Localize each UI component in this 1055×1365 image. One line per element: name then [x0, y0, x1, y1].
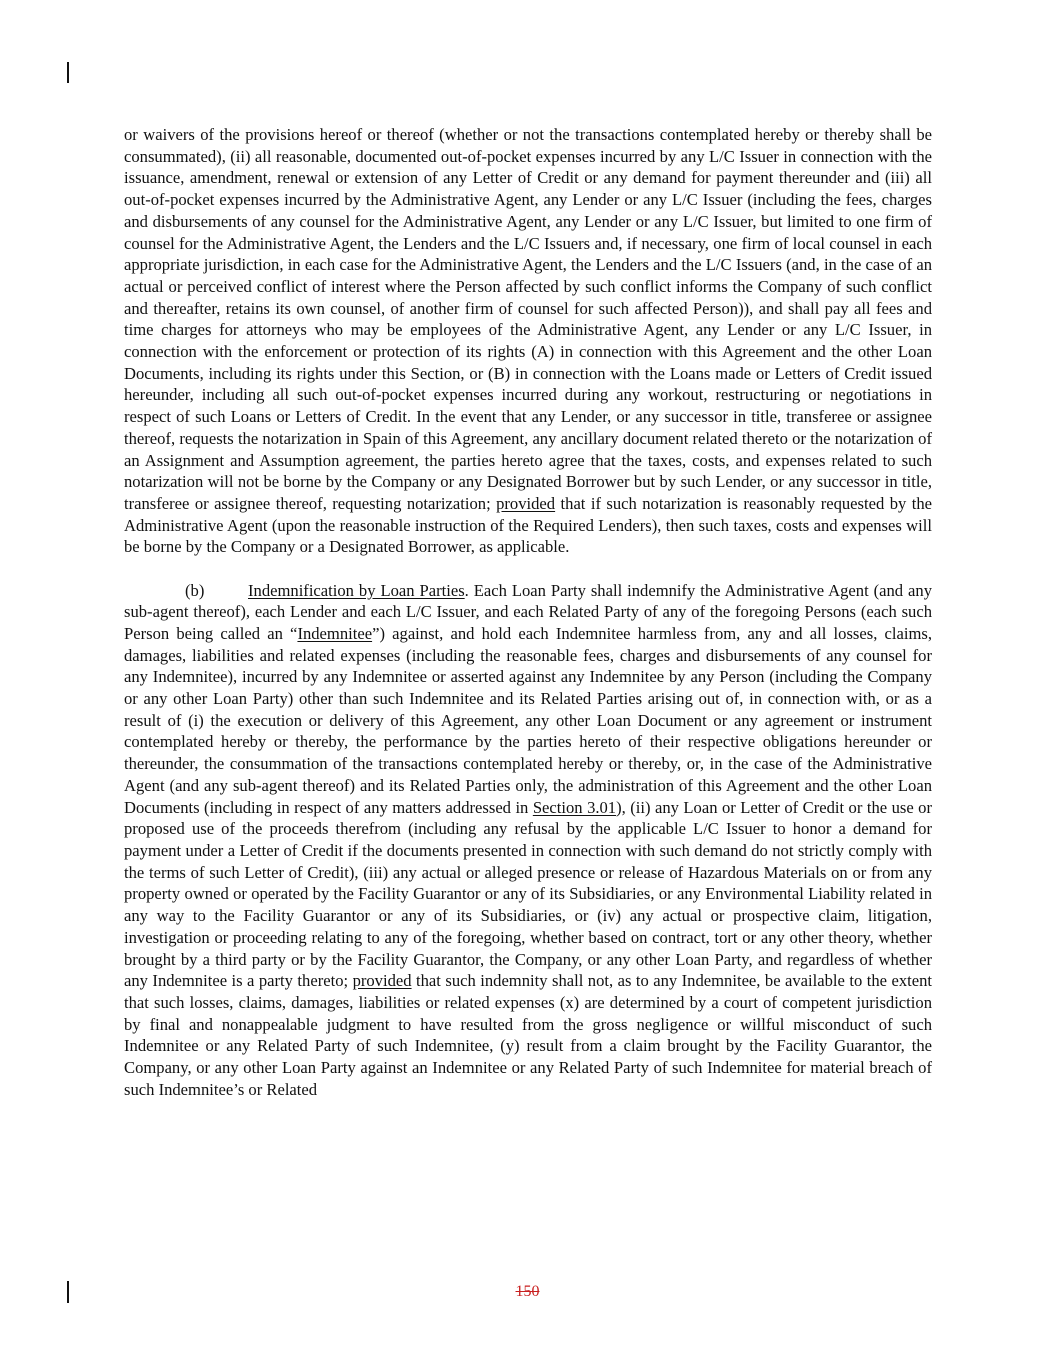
para2-text-b: ”) against, and hold each Indemnitee harmless from, any and all losses, claims, damages, liabilities and related expenses (including the reasonable fees, charges and disbursements of any counsel for any Indemnitee), incurred by any Indemnitee or asserted against any Indemnitee by any Person (including the Company or any other Loan Party) other than such Indemnitee and its Related Parties arising out of, in connection with, or as a result of (i) the execution or delivery of this Agreement, any other Loan Document or any agreement or instrument contemplated hereby or thereby, the performance by the parties hereto of their respective obligations hereunder or thereunder, the consummation of the transactions contemplated hereby or thereby, or, in the case of the Administrative Agent (and any sub-agent thereof) and its Related Parties only, the administration of this Agreement and the other Loan Documents (including in respect of any matters addressed in	[124, 623, 932, 817]
paragraph-indemnification	[124, 580, 932, 1101]
para2-text-a: . Each Loan Party shall indemnify the Administrative Agent (and any sub-agent thereof), each Lender and each L/C Issuer, and each Related Party of any of the foregoing Persons (each such Person being called an “	[124, 580, 932, 643]
para2-text-d: that such indemnity shall not, as to any Indemnitee, be available to the extent that such losses, claims, damages, liabilities or related expenses (x) are determined by a court of competent jurisdiction by final and nonappealable judgment to have resulted from the gross negligence or willful misconduct of such Indemnitee or any Related Party of such Indemnitee, (y) result from a claim brought by the Facility Guarantor, the Company, or any other Loan Party against an Indemnitee or any Related Party of such Indemnitee for material breach of such Indemnitee’s or Related	[124, 971, 933, 1099]
defined-term-indemnitee: Indemnitee	[297, 623, 373, 643]
paragraph-expenses-continued	[124, 124, 932, 558]
document-body	[124, 124, 932, 1100]
para2-text-c: ), (ii) any Loan or Letter of Credit or the use or proposed use of the proceeds therefrom (including any refusal by the applicable L/C Issuer to honor a demand for payment under a Letter of Credit if the documents presented in connection with such demand do not strictly comply with the terms of such Letter of Credit), (iii) any actual or alleged presence or release of Hazardous Materials on or from any property owned or operated by the Facility Guarantor or any of its Subsidiaries, or any Environmental Liability related in any way to the Facility Guarantor or any of its Subsidiaries, or (iv) any actual or prospective claim, litigation, investigation or proceeding relating to any of the foregoing, whether based on contract, tort or any other theory, whether brought by a third party or by the Facility Guarantor, the Company, or any other Loan Party, and regardless of whether any Indemnitee is a party thereto;	[124, 797, 932, 991]
para1-text: or waivers of the provisions hereof or thereof (whether or not the transactions contemplated hereby or thereby shall be consummated), (ii) all reasonable, documented out-of-pocket expenses incurred by any L/C Issuer in connection with the issuance, amendment, renewal or extension of any Letter of Credit or any demand for payment thereunder and (iii) all out-of-pocket expenses incurred by the Administrative Agent, any Lender or any L/C Issuer (including the fees, charges and disbursements of any counsel for the Administrative Agent, any Lender or any L/C Issuer, but limited to one firm of counsel for the Administrative Agent, the Lenders and the L/C Issuers and, if necessary, one firm of local counsel in each appropriate jurisdiction, in each case for the Administrative Agent, the Lenders and the L/C Issuers (and, in the case of an actual or perceived conflict of interest where the Person affected by such conflict informs the Company of such conflict and thereafter, retains its own counsel, of another firm of counsel for such affected Person)), and shall pay all fees and time charges for attorneys who may be employees of the Administrative Agent, any Lender or any L/C Issuer, in connection with the enforcement or protection of its rights (A) in connection with this Agreement and the other Loan Documents, including its rights under this Section, or (B) in connection with the Loans made or Letters of Credit issued hereunder, including all such out-of-pocket expenses incurred during any workout, restructuring or negotiations in respect of such Loans or Letters of Credit. In the event that any Lender, or any successor in title, transferee or assignee thereof, requests the notarization in Spain of this Agreement, any ancillary document related thereto or the notarization of an Assignment and Assumption agreement, the parties hereto agree that the taxes, costs, and expenses related to such notarization will not be borne by the Company or any Designated Borrower but by such Lender, or any successor in title, transferee or assignee thereof, requesting notarization;	[124, 125, 932, 513]
provided-term: provided	[496, 493, 556, 513]
provided-term-2: provided	[352, 971, 412, 991]
section-heading: Indemnification by Loan Parties	[248, 580, 465, 600]
section-reference: Section 3.01	[532, 797, 617, 817]
page-number: 150	[515, 1283, 540, 1300]
change-bar-top	[67, 62, 69, 83]
paragraph-number: (b)	[185, 580, 205, 600]
para1-text-end: that if such notarization is reasonably requested by the Administrative Agent (upon the reasonable instruction of the Required Lenders), then such taxes, costs and expenses will be borne by the Company or a Designated Borrower, as applicable.	[124, 493, 932, 557]
paragraph-lead	[124, 580, 248, 602]
